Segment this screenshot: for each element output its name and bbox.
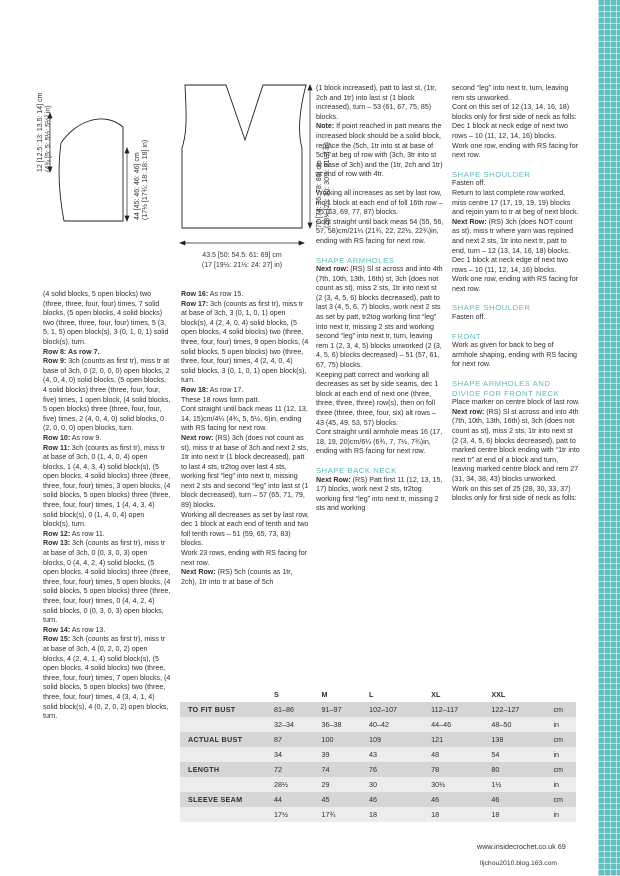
table-cell: 78 — [431, 765, 440, 774]
paragraph: Return to last complete row worked, miss centre 17 (17, 19, 19, 19) blocks and rejoin yarn to tr at beg of next block. — [452, 188, 579, 217]
table-header-cell: S — [268, 687, 316, 702]
table-cell: TO FIT BUST — [188, 705, 236, 714]
lead-in-label: Row 10: — [43, 433, 71, 442]
lead-in-label: Row 17: — [181, 299, 209, 308]
table-header-cell — [547, 687, 576, 702]
paragraph: Row 15: 3ch (counts as first tr), miss tr at base of 3ch, 4 (0, 2, 0, 2) open blocks, 4 (2, 4, 1, 4) solid block(s), (5 open blocks, 4 solid blocks) two (three, three, four, four) times, 7 open blocks, (4 solid blocks, 5 open blocks) two (three, three, four, four) times, 4 (3, 4, 1, 4) solid block(s), 4 (0, 2, 0, 2) open blocks, turn. — [43, 635, 171, 721]
table-cell: 100 — [321, 735, 334, 744]
paragraph: Row 13: 3ch (counts as first tr), miss tr at base of 3ch, 0 (0, 3, 0, 3) open blocks, 0 (4, 4, 2, 4) solid blocks, (5 open blocks, 4 solid blocks) three (three, three, four, four) times, 5 open blocks, (4 solid blocks, 5 open blocks) three (three, three, four, four) times, 0 (4, 4, 2, 4) solid blocks, 0 (0, 3, 0, 3) open blocks, turn. — [43, 539, 171, 625]
paragraph: (1 block increased), patt to last st, (1tr, 2ch and 1tr) into last st (1 block increased), turn – 53 (61, 67, 75, 85) blocks. — [316, 84, 437, 121]
body-schematic — [182, 85, 306, 228]
lead-in-label: Row 11: — [43, 443, 70, 452]
table-row — [180, 702, 576, 717]
footer-url[interactable]: www.insidecrochet.co.uk — [477, 842, 556, 851]
section-heading: SHAPE ARMHOLES AND DIVIDE FOR FRONT NECK — [452, 379, 560, 398]
table-header-cell — [180, 687, 268, 702]
table-cell: 122–127 — [491, 705, 520, 714]
lead-in-label: Row 14: — [43, 625, 71, 634]
table-row — [180, 762, 576, 777]
table-cell: 109 — [369, 735, 382, 744]
table-cell — [180, 747, 268, 762]
lead-in-label: Row 13: — [43, 539, 71, 548]
table-cell: 17½ — [274, 810, 288, 819]
paragraph: Row 14: As row 13. — [43, 625, 106, 634]
table-cell — [180, 717, 268, 732]
paragraph: Dec 1 block at neck edge of next two rows – 10 (11, 12, 14, 16) blocks. — [452, 256, 568, 274]
sleeve-seam-label-in: (17½ [17¾: 18: 18: 18] in) — [142, 139, 149, 220]
table-cell: 112–117 — [431, 705, 459, 714]
table-cell — [180, 777, 268, 792]
paragraph: Work one row, ending with RS facing for next row. — [452, 141, 579, 160]
table-header-cell: L — [363, 687, 425, 702]
table-cell: 48–50 — [491, 720, 512, 729]
table-cell: 43 — [369, 750, 378, 759]
table-cell: 18 — [491, 810, 500, 819]
table-row — [180, 732, 576, 747]
table-header-cell: XXL — [485, 687, 547, 702]
lead-in-label: Next row: — [316, 265, 349, 274]
paragraph: Row 8: As row 7. — [43, 347, 100, 356]
paragraph: Row 11: 3ch (counts as first tr), miss tr at base of 3ch, 0 (1, 4, 0, 4) open blocks, 1 (4, 4, 3, 4) solid block(s), (5 open blocks, 4 solid blocks) three (three, three, four, four) times, 3 open blocks, (4 solid blocks, 5 open blocks) three (three, three, four, four) times, 1 (4, 4, 3, 4) solid block(s), 0 (1, 4, 0, 4) open block(s), turn. — [43, 443, 171, 529]
table-cell — [180, 807, 268, 822]
table-cell: 74 — [321, 765, 330, 774]
table-cell: 18 — [431, 810, 440, 819]
paragraph: Cont straight until back meas 54 (55, 56, 57, 58)cm/21¼ (21¾, 22, 22½, 22¾)in, ending with RS facing for next row. — [316, 217, 444, 245]
lead-in-label: Next Row: — [452, 217, 487, 226]
paragraph: Cont straight until armhole meas 16 (17, 18, 19, 20)cm/6¼ (6¾, 7, 7½, 7¾)in, ending with RS facing for next row. — [316, 428, 443, 456]
table-cell: 1½ — [491, 780, 502, 789]
section-heading: SHAPE BACK NECK — [316, 465, 397, 475]
width-label-in: (17 [19½: 21½: 24: 27] in) — [201, 262, 283, 269]
sleeve-schematic — [59, 119, 123, 221]
table-cell: LENGTH — [188, 765, 220, 774]
lead-in-label: Row 12: — [43, 529, 71, 538]
paragraph: These 18 rows form patt. — [181, 395, 260, 404]
table-cell: 30½ — [431, 780, 446, 789]
table-cell: 17¾ — [321, 810, 336, 819]
paragraph: Next row: (RS) 3ch (does not count as st), miss tr at base of 3ch and next 2 sts, 1tr into next tr (1 block decreased), patt to last 4 sts, tr2tog over last 4 sts, working first “leg” into next tr, missing next 2 sts and second “leg” into last st (1 block decreased), turn – 57 (65, 71, 79, 89) blocks. — [181, 433, 309, 510]
paragraph: second “leg” into next tr, turn, leaving rem sts unworked. — [452, 84, 569, 102]
table-cell: 102–107 — [369, 705, 398, 714]
paragraph: Next Row: (RS) 5ch (counts as 1tr, 2ch), 1tr into tr at base of 5ch — [181, 568, 293, 586]
table-cell: 40–42 — [369, 720, 390, 729]
table-cell: 18 — [369, 810, 378, 819]
lead-in-label: Note: — [316, 122, 335, 131]
table-cell: cm — [553, 705, 564, 714]
table-header-cell: XL — [425, 687, 485, 702]
paragraph: Next Row: (RS) Patt first 11 (12, 13, 15, 17) blocks, work next 2 sts, tr2tog working first “leg” into next tr, missing 2 sts and working — [316, 475, 443, 513]
paragraph: Work 23 rows, ending with RS facing for next row. — [181, 549, 308, 567]
table-cell: 76 — [369, 765, 378, 774]
paragraph: Row 12: As row 11. — [43, 529, 105, 538]
sleeve-height-label-in: (4¾ [5: 5: 5½: 5½] in) — [45, 105, 52, 172]
length-label-in: (28½ [29: 30: 30½: 31½] in) — [324, 141, 331, 228]
table-cell: 81–86 — [274, 705, 294, 714]
table-row — [180, 747, 576, 762]
paragraph: Row 10: As row 9. — [43, 433, 102, 442]
paragraph: Cont on this set of 12 (13, 14, 16, 18) blocks only for first side of neck as folls: — [452, 103, 577, 121]
text-column-3 — [316, 84, 444, 514]
text-column-2 — [181, 290, 309, 587]
table-cell: 44 — [274, 795, 282, 804]
table-cell: 28½ — [274, 780, 288, 789]
table-cell: 80 — [491, 765, 500, 774]
lead-in-label: Next Row: — [181, 568, 216, 577]
paragraph: Keeping patt correct and working all decreases as set by side seams, dec 1 block at each end of next one (three, three, three, three) row(s), then on foll three (three, three, four, six) alt rows – 43 (45, 49, 53, 57) blocks. — [316, 370, 439, 427]
paragraph: Work as given for back to beg of armhole shaping, ending with RS facing for next row. — [452, 341, 578, 369]
paragraph: Working all decreases as set by last row, dec 1 block at each end of tenth and two foll tenth rows – 51 (59, 65, 73, 83) blocks. — [181, 510, 310, 548]
paragraph: Cont straight until back meas 11 (12, 13, 14, 15)cm/4¼ (4¾, 5, 5½, 6)in, ending with RS facing for next row. — [181, 405, 308, 433]
paragraph: Next row: (RS) Sl st across and into 4th (7th, 10th, 13th, 16th) st, 3ch (does not count as st), miss 2 sts, 1tr into next st (2 (3, 4, 5, 6) blocks decreased), patt to last 3 (4, 5, 6, 7) blocks, work next 2 sts as set by patt, tr2tog working first “leg” into next tr, missing 2 sts and working second “leg” into next tr, turn, leaving rem 1 (2, 3, 4, 5) blocks unworked (2 (3, 4, 5, 6) blocks decreased) – 51 (57, 61, 67, 75) blocks. — [316, 265, 443, 370]
section-heading: SHAPE SHOULDER — [452, 169, 531, 179]
table-cell: cm — [553, 735, 564, 744]
paragraph: Fasten off. — [452, 313, 486, 322]
table-row — [180, 807, 576, 822]
lead-in-label: Row 16: — [181, 290, 209, 298]
table-row — [180, 717, 576, 732]
paragraph: (4 solid blocks, 5 open blocks) two (three, three, four, four) times, 7 solid blocks, (5 open blocks, 4 solid blocks) two (three, three, four, four) times, 5 (3, 5, 1, 5) open block(s), 3 (0, 1, 0, 1) solid block(s), turn. — [43, 290, 169, 346]
watermark-credit: lljchou2010.blog.163.com — [480, 860, 558, 867]
table-cell: 48 — [431, 750, 440, 759]
paragraph: Row 18: As row 17. — [181, 385, 244, 394]
lead-in-label: Row 18: — [181, 385, 209, 394]
paragraph: Work one row, ending with RS facing for next row. — [452, 275, 579, 293]
table-cell: ACTUAL BUST — [188, 735, 243, 744]
section-heading: SHAPE SHOULDER — [452, 303, 531, 313]
table-cell: SLEEVE SEAM — [188, 795, 243, 804]
note-paragraph: Note: If point reached in patt means the increased block should be a solid block, replace the (5ch, 1tr into st at base of 5ch) at beg of row with (3ch, 3tr into st at base of 3ch) and the (1tr, 2ch and 1tr) at end of row with 4tr. — [316, 122, 443, 179]
paragraph: Working all increases as set by last row, inc 1 block at each end of foll 16th row – 55 (63, 69, 77, 87) blocks. — [316, 188, 443, 217]
table-cell: 34 — [274, 750, 282, 759]
paragraph: Work on this set of 25 (28, 30, 33, 37) blocks only for first side of neck as folls: — [452, 484, 577, 503]
paragraph: Fasten off. — [452, 179, 486, 188]
width-label: 43.5 [50: 54.5: 61: 69] cm — [202, 252, 282, 259]
lead-in-label: Next row: — [452, 407, 485, 416]
table-cell: 91–97 — [321, 705, 342, 714]
table-cell: in — [553, 810, 560, 819]
page-number: 69 — [557, 842, 566, 851]
paragraph: Row 17: 3ch (counts as first tr), miss tr at base of 3ch, 3 (0, 1, 0, 1) open block(s), 4 (2, 4, 0, 4) solid blocks, (5 open blocks, 4 solid blocks) two (three, three, four, four) times, 9 open blocks, (4 solid blocks, 5 open blocks) two (three, three, four, four) times, 4 (2, 4, 0, 4) solid blocks, 3 (0, 1, 0, 1) open block(s), turn. — [181, 299, 309, 385]
table-row — [180, 792, 576, 807]
table-cell: in — [553, 780, 560, 789]
paragraph: Next row: (RS) Sl st across and into 4th (7th, 10th, 13th, 16th) st, 3ch (does not count as st), miss 2 sts, 1tr into next st (2 (3, 4, 5, 6) blocks decreased), patt to marked centre block ending with “1tr into next tr” at end of a block and turn, leaving marked centre block and rem 27 (31, 34, 38, 43) blocks unworked. — [452, 407, 580, 483]
table-cell: cm — [553, 795, 564, 804]
table-cell: 46 — [431, 795, 440, 804]
paragraph: Row 16: As row 15. — [181, 290, 244, 298]
table-header-cell: M — [316, 687, 364, 702]
table-cell: in — [553, 720, 560, 729]
table-row — [180, 777, 576, 792]
paragraph: Dec 1 block at neck edge of next two rows – 10 (11, 12, 14, 16) blocks. — [452, 122, 568, 140]
table-cell: 72 — [274, 765, 282, 774]
table-cell: in — [553, 750, 560, 759]
table-cell: 30 — [369, 780, 378, 789]
size-table — [180, 687, 576, 822]
text-column-4 — [452, 84, 580, 504]
lead-in-label: Row 9: — [43, 357, 67, 366]
paragraph: Next Row: (RS) 3ch (does NOT count as st), miss tr where yarn was rejoined and next 2 sts, 1tr into next tr, patt to end, turn – 12 (13, 14, 16, 18) blocks. — [452, 217, 574, 255]
section-heading: SHAPE ARMHOLES — [316, 255, 395, 265]
table-cell: 44–46 — [431, 720, 452, 729]
page-footer — [477, 842, 566, 851]
table-cell: 46 — [369, 795, 378, 804]
paragraph: Place marker on centre block of last row. — [452, 398, 580, 407]
table-cell: 46 — [491, 795, 500, 804]
table-cell: 29 — [321, 780, 330, 789]
table-header-row — [180, 687, 576, 702]
length-label: 72 [74: 76: 78: 80] cm — [316, 160, 323, 228]
table-cell: 54 — [491, 750, 500, 759]
lead-in-label: Row 8: — [43, 347, 67, 356]
sleeve-height-label: 12 [12.5: 13: 13.5: 14] cm — [37, 92, 44, 172]
lead-in-label: Next Row: — [316, 475, 351, 484]
table-cell: 87 — [274, 735, 282, 744]
table-cell: cm — [553, 765, 564, 774]
table-cell: 32–34 — [274, 720, 294, 729]
table-cell: 39 — [321, 750, 330, 759]
section-heading: FRONT — [452, 331, 482, 341]
lead-in-label: Next row: — [181, 433, 214, 442]
lead-in-label: Row 15: — [43, 635, 71, 644]
text-column-1 — [43, 290, 171, 722]
sleeve-seam-label: 44 [45: 46: 46: 46] cm — [134, 152, 141, 220]
table-cell: 138 — [491, 735, 504, 744]
table-cell: 121 — [431, 735, 444, 744]
decorative-edge-stripe — [598, 0, 620, 876]
paragraph: Row 9: 3ch (counts as first tr), miss tr at base of 3ch, 0 (2, 0, 0, 0) open blocks, 2 (4, 0, 4, 0) solid blocks, (5 open blocks, 4 solid blocks) three (three, four, four, five) times, 1 open block, (4 solid blocks, 5 open blocks) three (three, four, four, five) times, 2 (4, 0, 4, 0) solid blocks, 0 (2, 0, 0, 0) open blocks, turn. — [43, 357, 171, 433]
table-cell: 45 — [321, 795, 330, 804]
table-cell: 36–38 — [321, 720, 342, 729]
